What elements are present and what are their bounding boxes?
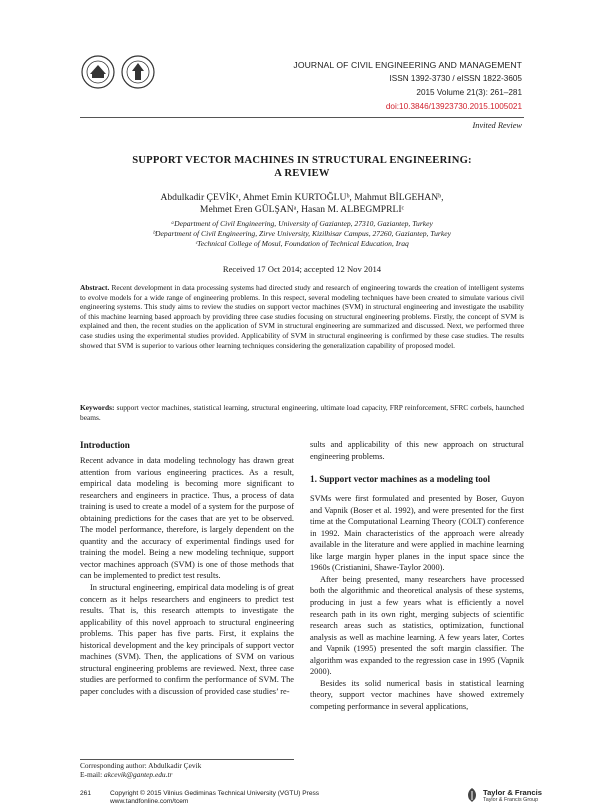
doi-link[interactable]: doi:10.3846/13923730.2015.1005021 [385, 102, 522, 111]
right-column [310, 439, 524, 712]
title-line-1: SUPPORT VECTOR MACHINES IN STRUCTURAL ENGINEERING: [132, 155, 472, 166]
received-dates: Received 17 Oct 2014; accepted 12 Nov 2014 [222, 264, 382, 274]
keywords-text: support vector machines, statistical learning, structural engineering, ultimate load capacity, FRP reinforcement, SFRC corbels, haunched beams. [80, 403, 524, 422]
footer-text [110, 790, 410, 805]
taylor-francis-logo [465, 787, 557, 805]
authors-line-2: Mehmet Eren GÜLŞANᵃ, Hasan M. ALBEGMPRLIᶜ [199, 204, 405, 215]
volume-info: 2015 Volume 21(3): 261–281 [416, 88, 522, 97]
footnote-rule [80, 759, 294, 760]
abstract-label: Abstract. [80, 283, 110, 292]
keywords [80, 403, 524, 422]
section-1-paragraph-3: Besides its solid numerical basis in statistical learning theory, support vector machines have showed extremely competing performance in several applications, [310, 678, 524, 711]
affiliation-c: ᶜTechnical College of Mosul, Foundation of Technical Education, Iraq [195, 239, 409, 248]
publisher-group: Taylor & Francis Group [483, 797, 539, 803]
issn: ISSN 1392-3730 / eISSN 1822-3605 [389, 74, 522, 83]
journal-header [222, 58, 522, 114]
paper-title [80, 155, 524, 180]
section-1-heading: 1. Support vector machines as a modeling tool [310, 474, 491, 485]
article-type: Invited Review [472, 121, 522, 130]
intro-paragraph-1: Recent advance in data modeling technology has drawn great attention from various engineering practices. As a result, empirical data modeling is becoming more significant to researchers and engineers in practice. Thus, a process of data training is used to create a model of a system for the purpose of obtaining predictions for the cases that are yet to be observed. The model performance, therefore, is largely dependent on the quantity and the accuracy of experimental findings used for training the model. Being a new modeling technique, support vector machines approach (SVM) is one of those methods that can be implemented to predict test results. [80, 456, 294, 581]
left-column [80, 439, 294, 697]
journal-url[interactable]: www.tandfonline.com/tcem [110, 798, 189, 805]
author-list [80, 192, 524, 216]
email-address[interactable]: akcevik@gantep.edu.tr [104, 770, 173, 780]
intro-continuation: sults and applicability of this new approach on structural engineering problems. [310, 440, 524, 461]
abstract-text: Recent development in data processing systems had directed study and research of engineering towards the creation of intelligent systems to evolve models for a wide range of engineering problems. In this respect, several modeling techniques have been created to simulate various civil engineering systems. This study aims to review the studies on support vector machines (SVM) in structural engineering and investigate the usability of this machine learning based approach by providing three case studies focusing on structural engineering problems. Firstly, the concept of SVM is explained and then, the recent studies on the application of SVM in structural engineering are summarized and discussed. Next, we performed three case studies using the experimental studies provided. Applicability of SVM in structural engineering is confirmed by these case studies. The results showed that SVM is superior to various other learning techniques considering the generalization capability of proposed model. [80, 283, 524, 350]
publisher-name: Taylor & Francis [483, 788, 542, 797]
section-1-paragraph-2: After being presented, many researchers have processed both the algorithmic and theoretical analysis of these systems, producing in just a few years what is efficiently a novel research path in its own right, merging subjects of scientific research areas such as statistics, optimization, functional analysis as well as machine learning. A few years later, Cortes and Vapnik (1995) presented the soft margin classifier. The algorithm was expanded to the regression case in 1995 (Vapnik 2000). [310, 574, 524, 677]
affiliation-b: ᵇDepartment of Civil Engineering, Zirve University, Kizilhisar Campus, 27260, Gaziantep, Turkey [153, 229, 451, 238]
correspondence [80, 761, 294, 780]
intro-paragraph-2: In structural engineering, empirical data modeling is of great concern as it helps researchers and engineers to predict test results. That is, this research attempts to investigate the applicability of this novel approach to structural engineering problems. This paper has five parts. First, it explains the historical development and the key principals of support vector machines (SVM). Then, the applications of SVM on various structural engineering problems are reviewed. Next, three case studies are performed to confirm the performance of SVM. The paper concludes with a discussion of provided case studies’ re- [80, 583, 294, 696]
tf-emblem-icon [465, 787, 479, 803]
title-line-2: A REVIEW [274, 167, 330, 179]
authors-line-1: Abdulkadir ÇEVİKᵃ, Ahmet Emin KURTOĞLUᵇ, Mahmut BİLGEHANᵇ, [160, 192, 444, 203]
email-line [80, 770, 294, 779]
keywords-label: Keywords: [80, 403, 115, 412]
corresponding-author: Corresponding author: Abdulkadir Çevik [80, 761, 202, 770]
university-logos [80, 54, 158, 90]
email-label: E-mail: [80, 770, 103, 780]
affiliations [80, 219, 524, 249]
page-number: 261 [80, 790, 92, 797]
affiliation-a: ᵃDepartment of Civil Engineering, University of Gaziantep, 27310, Gaziantep, Turkey [171, 219, 433, 228]
copyright: Copyright © 2015 Vilnius Gediminas Technical University (VGTU) Press [110, 790, 320, 797]
header-rule [80, 117, 524, 118]
intro-heading: Introduction [80, 440, 130, 450]
journal-name: JOURNAL OF CIVIL ENGINEERING AND MANAGEMENT [293, 60, 522, 70]
abstract [80, 283, 524, 350]
section-1-paragraph-1: SVMs were first formulated and presented by Boser, Guyon and Vapnik (Boser et al. 1992), and were presented for the first time at the Computational Learning Theory (COLT) conference in 1992. Main characteristics of the approach were already available in the literature and were applied in machine learning like large margin hyper planes in the input space since the 1960s (Cristianini, Shawe-Taylor 2000). [310, 494, 524, 573]
